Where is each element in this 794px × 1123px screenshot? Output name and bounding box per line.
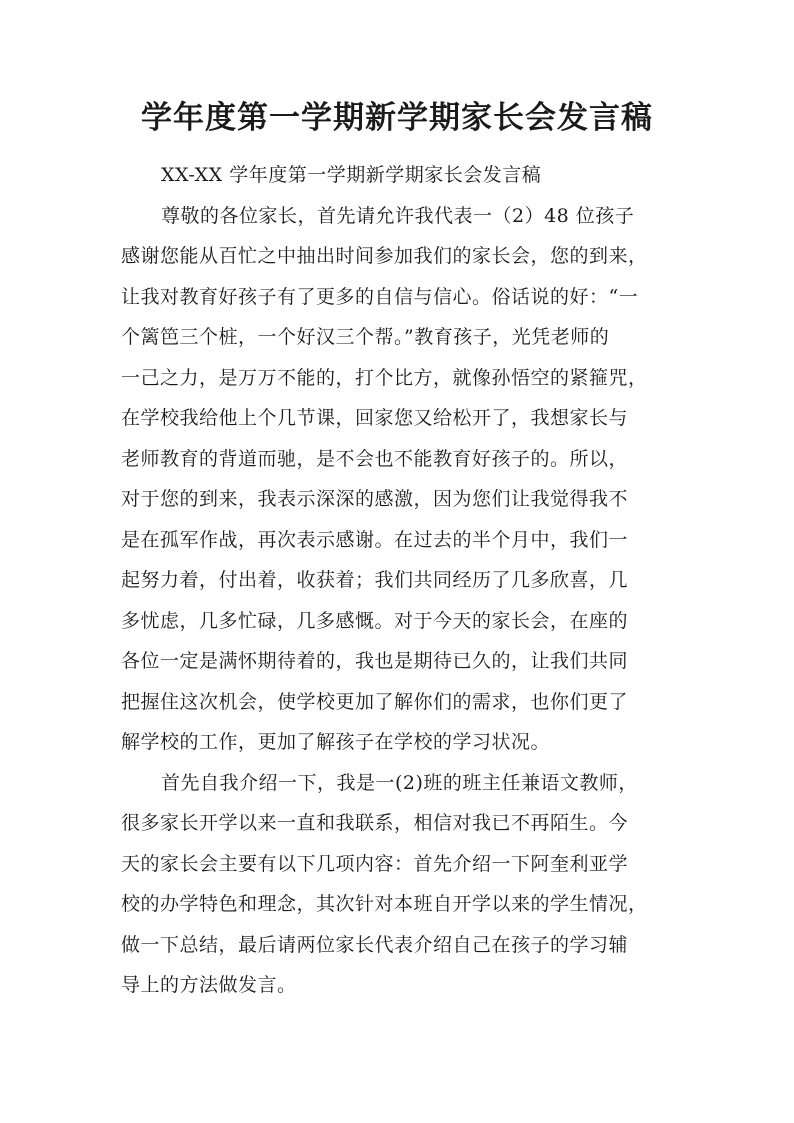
- paragraph-line: 个篱笆三个桩，一个好汉三个帮。”教育孩子，光凭老师的: [121, 326, 610, 348]
- paragraph-line: 首先自我介绍一下，我是一(2)班的班主任兼语文教师，: [161, 771, 638, 794]
- paragraph-line: 天的家长会主要有以下几项内容：首先介绍一下阿奎利亚学: [121, 852, 629, 875]
- paragraph-line: 多忧虑，几多忙碌，几多感慨。对于今天的家长会，在座的: [121, 609, 629, 632]
- paragraph-line: 感谢您能从百忙之中抽出时间参加我们的家长会，您的到来，: [121, 245, 648, 267]
- paragraph-line: 做一下总结，最后请两位家长代表介绍自己在孩子的学习辅: [121, 933, 629, 956]
- paragraph-line: 各位一定是满怀期待着的，我也是期待已久的，让我们共同: [121, 650, 629, 672]
- paragraph-line: 是在孤军作战，再次表示感谢。在过去的半个月中，我们一: [121, 528, 629, 551]
- paragraph-line: 老师教育的背道而驰，是不会也不能教育好孩子的。所以，: [121, 447, 629, 470]
- document-title: 学年度第一学期新学期家长会发言稿: [141, 100, 653, 136]
- subtitle-line: XX-XX 学年度第一学期新学期家长会发言稿: [161, 164, 542, 186]
- paragraph-line: 解学校的工作，更加了解孩子在学校的学习状况。: [121, 731, 551, 753]
- document-body: [121, 155, 681, 1006]
- paragraph-line: 一己之力，是万万不能的，打个比方，就像孙悟空的紧箍咒，: [121, 366, 648, 389]
- paragraph-line: 在学校我给他上个几节课，回家您又给松开了，我想家长与: [121, 407, 629, 429]
- paragraph-line: 导上的方法做发言。: [121, 974, 297, 996]
- paragraph-line: 起努力着，付出着，收获着；我们共同经历了几多欣喜，几: [121, 569, 629, 591]
- paragraph-line: 尊敬的各位家长，首先请允许我代表一（2）48 位孩子: [161, 204, 635, 227]
- paragraph-line: 把握住这次机会，使学校更加了解你们的需求，也你们更了: [121, 690, 629, 713]
- paragraph-line: 校的办学特色和理念，其次针对本班自开学以来的学生情况，: [121, 893, 648, 915]
- paragraph-line: 对于您的到来，我表示深深的感激，因为您们让我觉得我不: [121, 488, 629, 510]
- paragraph-line: 让我对教育好孩子有了更多的自信与信心。俗话说的好：“一: [121, 285, 639, 308]
- paragraph-line: 很多家长开学以来一直和我联系，相信对我已不再陌生。今: [121, 812, 629, 834]
